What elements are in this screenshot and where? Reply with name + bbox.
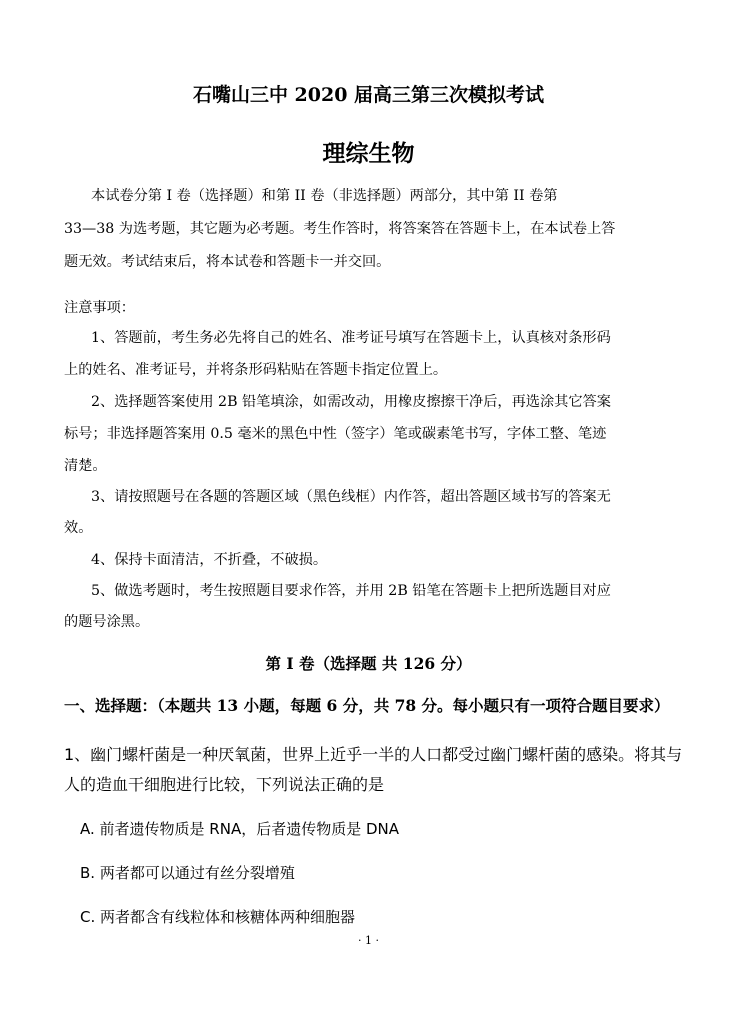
exam-title: 石嘴山三中 2020 届高三第三次模拟考试 [192, 84, 545, 106]
notes-line: 的题号涂黑。 [64, 614, 150, 630]
section-title: 第 I 卷（选择题 共 126 分） [265, 654, 472, 673]
exam-subject: 理综生物 [322, 140, 415, 167]
notes-line: 1、答题前，考生务必先将自己的姓名、准考证号填写在答题卡上，认真核对条形码 [91, 330, 611, 346]
intro-line: 33—38 为选考题，其它题为必考题。考生作答时，将答案答在答题卡上，在本试卷上答 [64, 221, 616, 237]
option-b: B. 两者都可以通过有丝分裂增殖 [80, 864, 295, 882]
notes-line: 标号；非选择题答案用 0.5 毫米的黑色中性（签字）笔或碳素笔书写，字体工整、笔迹 [64, 426, 607, 442]
option-a: A. 前者遗传物质是 RNA，后者遗传物质是 DNA [80, 820, 400, 838]
notes-line: 5、做选考题时，考生按照题目要求作答，并用 2B 铅笔在答题卡上把所选题目对应 [91, 583, 611, 599]
notes-line: 上的姓名、准考证号，并将条形码粘贴在答题卡指定位置上。 [64, 362, 448, 378]
part-heading: 一、选择题：（本题共 13 小题，每题 6 分，共 78 分。每小题只有一项符合题目要求） [64, 696, 670, 715]
notes-line: 3、请按照题号在各题的答题区域（黑色线框）内作答，超出答题区域书写的答案无 [91, 489, 611, 505]
notes-line: 2、选择题答案使用 2B 铅笔填涂，如需改动，用橡皮擦擦干净后，再选涂其它答案 [91, 394, 611, 410]
notes-line: 效。 [64, 520, 93, 536]
option-c: C. 两者都含有线粒体和核糖体两种细胞器 [80, 908, 356, 926]
intro-line: 题无效。考试结束后，将本试卷和答题卡一并交回。 [64, 254, 391, 270]
page-number: · 1 · [358, 934, 379, 947]
question-stem: 人的造血干细胞进行比较，下列说法正确的是 [64, 775, 385, 794]
notes-line: 清楚。 [64, 458, 107, 474]
notes-line: 4、保持卡面清洁，不折叠，不破损。 [91, 552, 328, 568]
notes-heading: 注意事项： [64, 300, 135, 316]
intro-line: 本试卷分第 I 卷（选择题）和第 II 卷（非选择题）两部分，其中第 II 卷第 [91, 188, 558, 204]
question-stem: 1、幽门螺杆菌是一种厌氧菌，世界上近乎一半的人口都受过幽门螺杆菌的感染。将其与 [64, 745, 683, 764]
